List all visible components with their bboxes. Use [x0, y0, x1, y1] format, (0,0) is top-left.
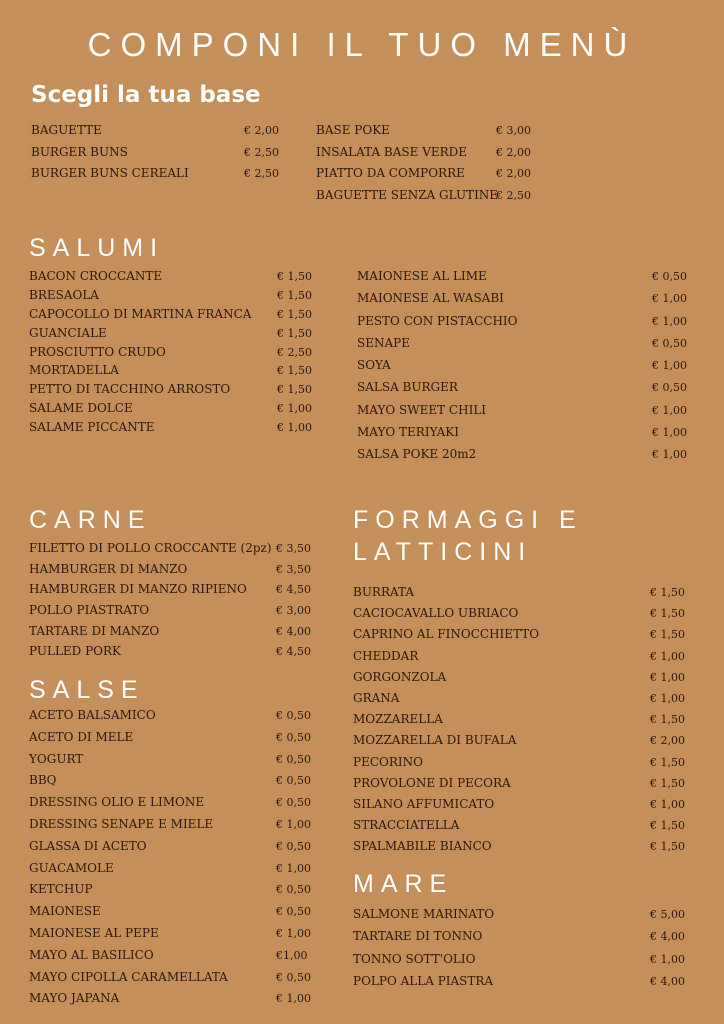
menu-item-name: PULLED PORK — [29, 644, 122, 659]
menu-item-price: € 1,00 — [652, 426, 687, 440]
menu-item — [357, 422, 687, 444]
menu-item-name: PROVOLONE DI PECORA — [353, 775, 511, 790]
menu-item-name: ACETO BALSAMICO — [29, 708, 156, 722]
menu-item-name: SOYA — [357, 358, 391, 373]
menu-item-price: €1,00 — [276, 948, 308, 962]
formaggi-list — [353, 582, 693, 857]
menu-item-price: € 2,00 — [496, 167, 531, 181]
menu-item — [316, 163, 536, 185]
menu-item — [29, 417, 319, 436]
menu-item-name: FILETTO DI POLLO CROCCANTE (2pz) — [29, 541, 272, 555]
menu-item — [29, 360, 319, 379]
menu-item-price: € 1,50 — [650, 755, 685, 769]
menu-item-name: YOGURT — [29, 751, 84, 766]
menu-item-name: MAYO AL BASILICO — [29, 947, 154, 962]
menu-item-price: € 3,00 — [276, 604, 311, 618]
menu-item — [316, 120, 536, 142]
menu-item — [31, 142, 281, 164]
menu-item-name: HAMBURGER DI MANZO — [29, 561, 188, 576]
menu-item-name: POLPO ALLA PIASTRA — [353, 973, 494, 988]
salse-list — [29, 705, 319, 1010]
menu-item — [29, 770, 319, 792]
menu-item — [357, 400, 687, 422]
menu-item — [29, 559, 319, 580]
menu-item-price: € 1,00 — [652, 292, 687, 306]
menu-item-price: € 1,00 — [652, 314, 687, 328]
menu-item-name: PETTO DI TACCHINO ARROSTO — [29, 382, 231, 397]
menu-item-price: € 2,50 — [244, 145, 279, 159]
menu-item — [29, 858, 319, 880]
menu-item-name: SILANO AFFUMICATO — [353, 796, 495, 811]
menu-item — [29, 641, 319, 662]
menu-item — [29, 304, 319, 323]
menu-item-name: MOZZARELLA — [353, 712, 443, 727]
menu-item-price: € 2,00 — [650, 734, 685, 748]
menu-item-name: BURGER BUNS CEREALI — [31, 166, 189, 181]
menu-item-price: € 1,50 — [650, 840, 685, 854]
menu-item-name: BACON CROCCANTE — [29, 269, 163, 283]
menu-item-name: SALMONE MARINATO — [353, 907, 495, 921]
menu-item-price: € 3,50 — [276, 562, 311, 576]
menu-item-price: € 2,00 — [496, 145, 531, 159]
menu-item-price: € 1,00 — [277, 421, 312, 435]
menu-item — [29, 988, 319, 1010]
menu-item-name: SALAME DOLCE — [29, 401, 133, 416]
menu-item-price: € 1,00 — [650, 691, 685, 705]
menu-item — [29, 621, 319, 642]
menu-item — [29, 792, 319, 814]
menu-item — [29, 398, 319, 417]
menu-item-name: GUANCIALE — [29, 325, 107, 340]
menu-item-price: € 4,00 — [650, 974, 685, 988]
menu-item-price: € 3,50 — [276, 542, 311, 555]
menu-item — [29, 879, 319, 901]
menu-item-name: PECORINO — [353, 754, 423, 769]
page-title: COMPONI IL TUO MENÙ — [87, 26, 637, 63]
menu-item — [29, 727, 319, 749]
menu-item-price: € 1,50 — [277, 364, 312, 378]
menu-item — [316, 185, 536, 207]
menu-item-name: PESTO CON PISTACCHIO — [357, 313, 518, 328]
menu-item-name: BURGER BUNS — [31, 144, 128, 159]
menu-item-name: BAGUETTE SENZA GLUTINE — [316, 188, 499, 203]
menu-item — [353, 646, 693, 667]
menu-item-price: € 0,50 — [276, 709, 311, 722]
menu-item-price: € 4,00 — [650, 930, 685, 944]
menu-item — [29, 945, 319, 967]
menu-item-price: € 1,50 — [277, 288, 312, 302]
menu-item-name: MAYO CIPOLLA CARAMELLATA — [29, 969, 228, 984]
section-title-formaggi-line2: LATTICINI — [353, 538, 533, 566]
base-list-right — [316, 120, 536, 207]
menu-item-price: € 1,50 — [650, 713, 685, 727]
menu-item-price: € 1,50 — [650, 776, 685, 790]
base-list-left — [31, 120, 281, 185]
menu-item-price: € 1,00 — [650, 797, 685, 811]
menu-item — [29, 579, 319, 600]
menu-item-price: € 1,50 — [277, 307, 312, 321]
menu-item — [353, 949, 693, 971]
menu-item-name: PROSCIUTTO CRUDO — [29, 344, 166, 359]
menu-item — [357, 311, 687, 333]
menu-item-price: € 1,50 — [650, 628, 685, 642]
menu-item-name: KETCHUP — [29, 882, 93, 897]
menu-item-name: CAPOCOLLO DI MARTINA FRANCA — [29, 306, 252, 321]
menu-item-price: € 2,50 — [244, 167, 279, 181]
menu-item-name: GORGONZOLA — [353, 669, 447, 684]
menu-item — [29, 323, 319, 342]
menu-item-name: MAYO JAPANA — [29, 991, 120, 1006]
menu-item-price: € 0,50 — [276, 839, 311, 853]
menu-item-price: € 1,50 — [650, 586, 685, 599]
section-title-salse: SALSE — [29, 676, 145, 704]
menu-item-name: MOZZARELLA DI BUFALA — [353, 733, 517, 748]
carne-list — [29, 538, 319, 662]
menu-item-name: MORTADELLA — [29, 363, 119, 378]
menu-item-name: BRESAOLA — [29, 287, 99, 302]
menu-item-name: GLASSA DI ACETO — [29, 838, 147, 853]
menu-item-name: TONNO SOTT'OLIO — [353, 951, 476, 966]
menu-item — [357, 288, 687, 310]
menu-item-name: BBQ — [29, 773, 57, 788]
menu-item — [353, 815, 693, 836]
menu-item-name: BASE POKE — [316, 123, 390, 137]
menu-item-price: € 1,00 — [276, 926, 311, 940]
menu-item-price: € 1,00 — [652, 359, 687, 373]
base-subtitle: Scegli la tua base — [31, 82, 261, 108]
menu-item — [29, 266, 319, 285]
menu-item-name: SALSA POKE 20m2 — [357, 447, 477, 462]
menu-item — [353, 773, 693, 794]
menu-item — [29, 901, 319, 923]
menu-item-name: GUACAMOLE — [29, 860, 114, 875]
menu-item-price: € 1,00 — [650, 670, 685, 684]
menu-item — [353, 709, 693, 730]
menu-item — [353, 794, 693, 815]
mare-list — [353, 904, 693, 993]
menu-item-name: ACETO DI MELE — [29, 729, 134, 744]
menu-item-name: MAIONESE AL LIME — [357, 269, 487, 283]
menu-item — [29, 342, 319, 361]
menu-item — [357, 444, 687, 466]
menu-item-price: € 1,00 — [276, 817, 311, 831]
salse-right-list — [357, 266, 687, 467]
menu-item-name: POLLO PIASTRATO — [29, 603, 150, 618]
menu-item — [353, 582, 693, 603]
menu-item — [29, 749, 319, 771]
menu-item-price: € 2,00 — [244, 124, 279, 137]
menu-item-price: € 0,50 — [276, 970, 311, 984]
menu-item-price: € 0,50 — [276, 905, 311, 919]
menu-item-price: € 0,50 — [652, 381, 687, 395]
menu-item-name: MAIONESE AL WASABI — [357, 291, 504, 306]
menu-item — [353, 603, 693, 624]
menu-item — [29, 285, 319, 304]
menu-item — [357, 377, 687, 399]
menu-item — [29, 600, 319, 621]
menu-item-name: DRESSING SENAPE E MIELE — [29, 816, 214, 831]
menu-item — [357, 355, 687, 377]
menu-item-price: € 1,50 — [650, 819, 685, 833]
menu-item-price: € 2,50 — [277, 345, 312, 359]
menu-item-price: € 3,00 — [496, 124, 531, 137]
menu-item-name: MAYO SWEET CHILI — [357, 402, 487, 417]
section-title-mare: MARE — [353, 870, 454, 898]
menu-item-name: BAGUETTE — [31, 123, 102, 137]
menu-item-price: € 4,50 — [276, 583, 311, 597]
menu-item — [29, 814, 319, 836]
menu-item-name: HAMBURGER DI MANZO RIPIENO — [29, 582, 247, 597]
menu-item-price: € 4,00 — [276, 624, 311, 638]
menu-item-price: € 5,00 — [650, 908, 685, 921]
menu-item — [357, 266, 687, 288]
menu-item-price: € 1,50 — [277, 383, 312, 397]
menu-item — [353, 667, 693, 688]
menu-item-name: SENAPE — [357, 335, 410, 350]
menu-item — [353, 971, 693, 993]
menu-item — [353, 688, 693, 709]
menu-item-price: € 0,50 — [276, 883, 311, 897]
menu-item — [29, 836, 319, 858]
menu-item-price: € 1,00 — [276, 861, 311, 875]
menu-item — [353, 730, 693, 751]
menu-item-price: € 1,00 — [652, 403, 687, 417]
section-title-carne: CARNE — [29, 506, 152, 534]
menu-item-price: € 0,50 — [276, 796, 311, 810]
menu-item — [316, 142, 536, 164]
menu-item-price: € 0,50 — [652, 336, 687, 350]
menu-item-price: € 1,00 — [276, 992, 311, 1006]
menu-item — [353, 836, 693, 857]
menu-item — [353, 752, 693, 773]
menu-item-price: € 0,50 — [276, 730, 311, 744]
section-title-salumi: SALUMI — [29, 234, 165, 262]
menu-item — [353, 624, 693, 645]
menu-item-name: BURRATA — [353, 585, 415, 599]
menu-item — [31, 120, 281, 142]
menu-item — [357, 333, 687, 355]
menu-item-name: INSALATA BASE VERDE — [316, 144, 468, 159]
menu-item — [29, 379, 319, 398]
menu-item-price: € 2,50 — [496, 189, 531, 203]
menu-item-price: € 1,50 — [277, 270, 312, 283]
salumi-list — [29, 266, 319, 436]
menu-item-name: TARTARE DI MANZO — [29, 623, 160, 638]
section-title-formaggi-line1: FORMAGGI E — [353, 506, 583, 534]
menu-item — [29, 705, 319, 727]
menu-item — [353, 904, 693, 926]
menu-item-price: € 1,00 — [277, 402, 312, 416]
menu-item-price: € 0,50 — [276, 752, 311, 766]
menu-item-price: € 1,00 — [650, 649, 685, 663]
menu-item — [29, 538, 319, 559]
menu-item-name: DRESSING OLIO E LIMONE — [29, 795, 205, 810]
menu-item-name: PIATTO DA COMPORRE — [316, 166, 465, 181]
menu-item-name: SALSA BURGER — [357, 380, 458, 395]
menu-item-name: MAIONESE — [29, 904, 101, 919]
menu-item — [29, 967, 319, 989]
menu-item-price: € 1,00 — [652, 448, 687, 462]
menu-item-price: € 1,50 — [650, 607, 685, 621]
menu-item — [31, 163, 281, 185]
menu-item-name: SPALMABILE BIANCO — [353, 839, 492, 854]
menu-item-price: € 0,50 — [652, 270, 687, 283]
menu-item-name: MAIONESE AL PEPE — [29, 925, 159, 940]
menu-item — [353, 926, 693, 948]
menu-item-price: € 4,50 — [276, 645, 311, 659]
menu-item-name: GRANA — [353, 690, 400, 705]
menu-item-name: STRACCIATELLA — [353, 818, 460, 833]
menu-item-name: TARTARE DI TONNO — [353, 929, 483, 944]
menu-item-name: CACIOCAVALLO UBRIACO — [353, 606, 519, 621]
menu-item-price: € 1,00 — [650, 952, 685, 966]
menu-item-name: CAPRINO AL FINOCCHIETTO — [353, 627, 540, 642]
menu-item — [29, 923, 319, 945]
menu-item-name: MAYO TERIYAKI — [357, 425, 459, 440]
menu-item-name: SALAME PICCANTE — [29, 420, 155, 435]
menu-item-name: CHEDDAR — [353, 648, 419, 663]
menu-item-price: € 0,50 — [276, 774, 311, 788]
menu-item-price: € 1,50 — [277, 326, 312, 340]
